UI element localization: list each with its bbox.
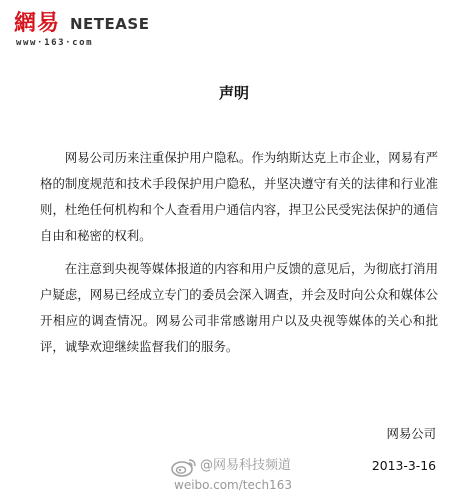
signature-organization: 网易公司 (386, 426, 436, 441)
signature-date: 2013-3-16 (371, 458, 436, 473)
logo-chinese-name: 網易 (14, 10, 61, 36)
statement-paragraph-1: 网易公司历来注重保护用户隐私。作为纳斯达克上市企业，网易有严格的制度规范和技术手段保护用户隐私，并坚决遵守有关的法律和行业准则，杜绝任何机构和个人查看用户通信内容，捍卫公民受宪法保护的通信自由和秘密的权利。 (40, 150, 438, 243)
statement-body (40, 145, 438, 367)
watermark-url: weibo.com/tech163 (174, 478, 292, 492)
statement-title: 声明 (218, 84, 249, 102)
logo-url: www·163·com (16, 38, 94, 48)
weibo-watermark (170, 455, 340, 495)
logo-english-name: NETEASE (70, 15, 150, 33)
weibo-icon (170, 457, 198, 477)
statement-paragraph-2: 在注意到央视等媒体报道的内容和用户反馈的意见后，为彻底打消用户疑虑，网易已经成立专门的委员会深入调查，并会及时向公众和媒体公开相应的调查情况。网易公司非常感谢用户以及央视等媒体的关心和批评，诚挚欢迎继续监督我们的服务。 (40, 261, 438, 354)
netease-logo (14, 10, 164, 50)
watermark-account-name: @网易科技频道 (200, 458, 292, 473)
